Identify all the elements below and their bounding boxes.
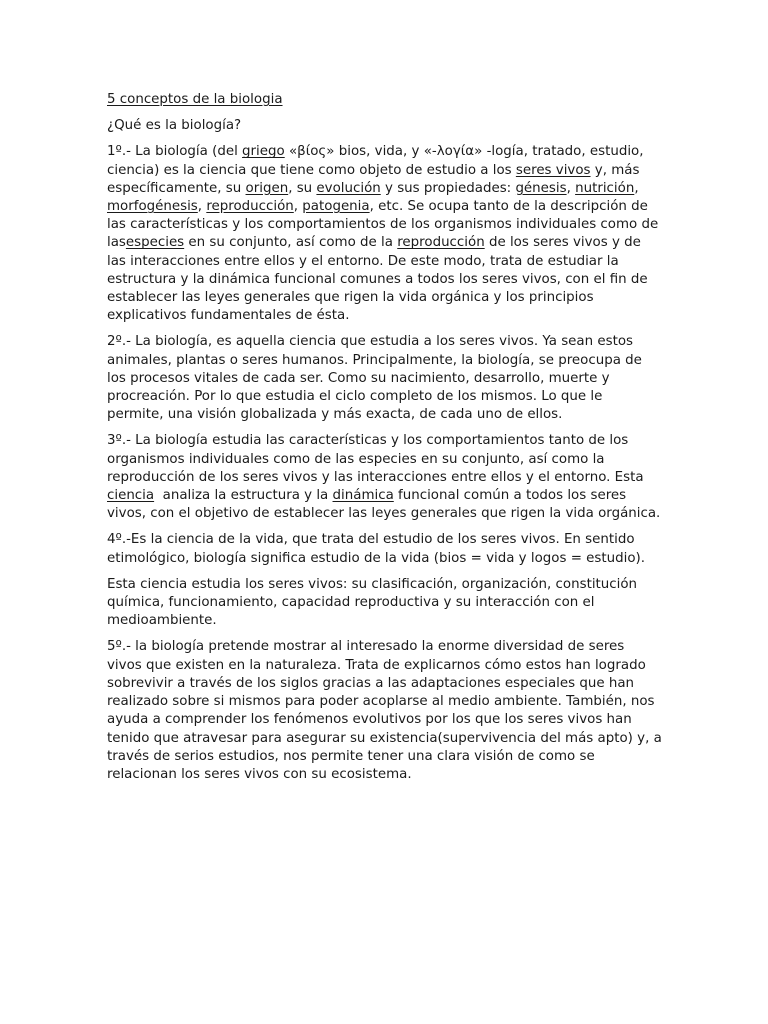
text: «βίος» bios, vida, y «-λογία» -logía, tratado, estudio, ciencia) es la ciencia que tiene como objeto de estudio a los <box>107 144 644 178</box>
concept-4-paragraph: 4º.-Es la ciencia de la vida, que trata del estudio de los seres vivos. En sentido etimológico, biología significa estudio de la vida (bios = vida y logos = estudio). <box>107 532 646 566</box>
link-nutricion[interactable]: nutrición <box>575 180 635 196</box>
concept-4b-paragraph: Esta ciencia estudia los seres vivos: su clasificación, organización, constitución química, funcionamiento, capacidad reproductiva y su interacción con el medioambiente. <box>107 576 638 629</box>
text: 1º.- La biología (del <box>107 144 243 160</box>
document-title <box>107 91 663 109</box>
text: funcional común a todos los seres vivos, con el objetivo de establecer las leyes generales que rigen la vida orgánica. <box>107 488 661 522</box>
text: , su <box>288 180 317 196</box>
link-patogenia[interactable]: patogenia <box>302 199 370 215</box>
document-page <box>107 91 663 792</box>
text: analiza la estructura y la <box>154 488 333 504</box>
text: , <box>566 180 576 196</box>
concept-5-paragraph: 5º.- la biología pretende mostrar al interesado la enorme diversidad de seres vivos que existen en la naturaleza. Trata de explicarnos cómo estos han logrado sobrevivir a través de los siglos gracias a las adaptaciones especiales que han realizado sobre si mismos para poder acoplarse al medio ambiente. También, nos ayuda a comprender los fenómenos evolutivos por los que los seres vivos han tenido que atravesar para asegurar su existencia(supervivencia del más apto) y, a través de serios estudios, nos permite tener una clara visión de como se relacionan los seres vivos con su ecosistema. <box>107 639 662 782</box>
link-especies[interactable]: especies <box>125 235 185 251</box>
text: y sus propiedades: <box>380 180 516 196</box>
text: de los seres vivos y de las interacciones entre ellos y el entorno. De este modo, trata de estudiar la estructura y la dinámica funcional comunes a todos los seres vivos, con el fin de establecer las leyes generales que rigen la vida orgánica y los principios explicativos fundamentales de ésta. <box>107 235 648 324</box>
link-reproduccion[interactable]: reproducción <box>206 199 294 215</box>
concept-3-paragraph <box>107 432 663 523</box>
link-genesis[interactable]: génesis <box>515 180 567 196</box>
text: 3º.- La biología estudia las características y los comportamientos tanto de los organismos individuales como de las especies en su conjunto, así como la reproducción de los seres vivos y las interacciones entre ellos y el entorno. Esta <box>107 433 644 485</box>
text: , <box>634 180 639 196</box>
link-origen[interactable]: origen <box>245 180 289 196</box>
link-griego[interactable]: griego <box>242 144 285 160</box>
link-morfogenesis[interactable]: morfogénesis <box>107 199 198 215</box>
link-reproduccion-2[interactable]: reproducción <box>397 235 485 251</box>
title-text: 5 conceptos de la biologia <box>107 92 283 107</box>
link-ciencia[interactable]: ciencia <box>107 488 155 504</box>
text: en su conjunto, así como de la <box>184 235 398 251</box>
link-evolucion[interactable]: evolución <box>316 180 381 196</box>
question-heading: ¿Qué es la biología? <box>107 118 242 134</box>
text: , <box>197 199 207 215</box>
text: , etc. Se ocupa tanto de la descripción de las características y los comportamientos de los organismos individuales como de las <box>107 199 659 251</box>
concept-2-paragraph: 2º.- La biología, es aquella ciencia que estudia a los seres vivos. Ya sean estos animales, plantas o seres humanos. Principalmente, la biología, se preocupa de los procesos vitales de cada ser. Como su nacimiento, desarrollo, muerte y procreación. Por lo que estudia el ciclo completo de los mismos. Lo que le permite, una visión globalizada y más exacta, de cada uno de ellos. <box>107 334 642 423</box>
link-seres-vivos[interactable]: seres vivos <box>515 162 591 178</box>
text: y, más específicamente, su <box>107 162 640 196</box>
link-dinamica[interactable]: dinámica <box>332 488 394 504</box>
text: , <box>293 199 303 215</box>
concept-1-paragraph <box>107 143 663 325</box>
